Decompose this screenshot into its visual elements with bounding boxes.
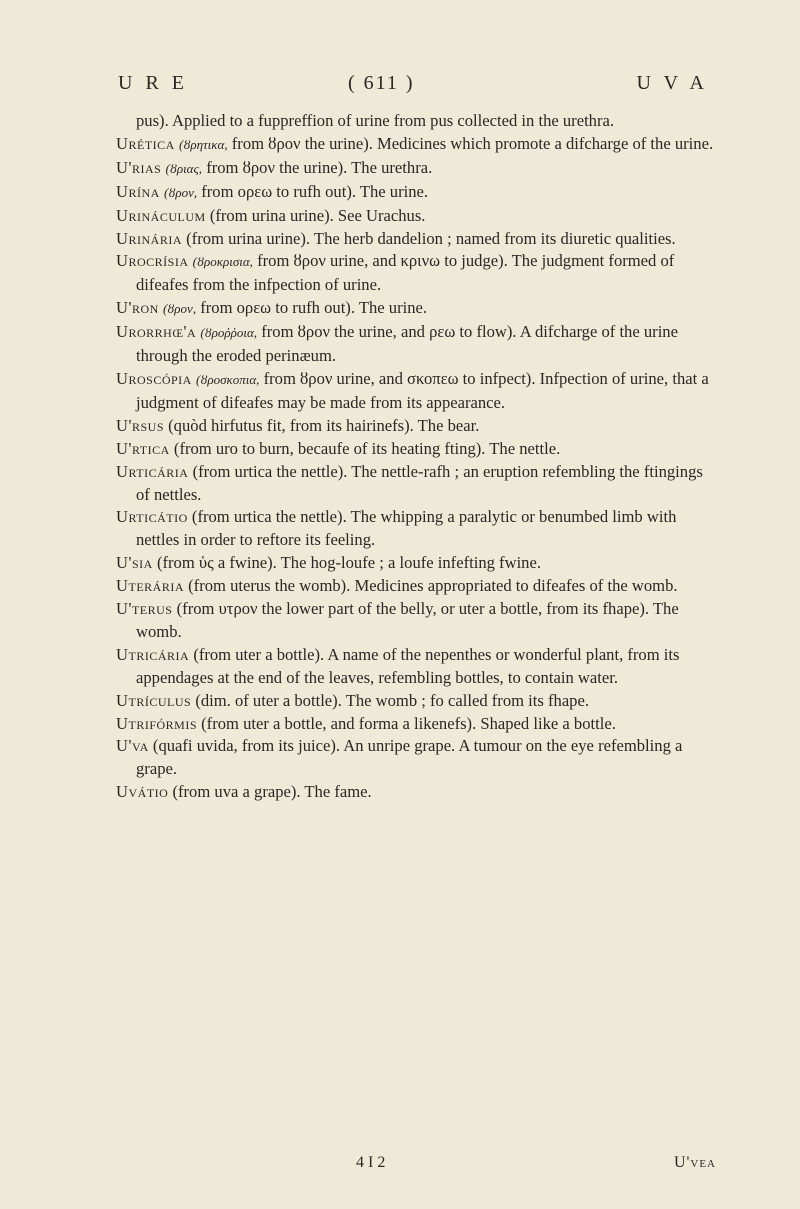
entry-headword: Uroscópia bbox=[116, 368, 192, 388]
entry-definition: from ȣρον the urine). The urethra. bbox=[206, 157, 433, 177]
entry-headword: Urináculum bbox=[116, 205, 206, 225]
entry-headword: Utricária bbox=[116, 644, 190, 664]
dictionary-entry bbox=[116, 133, 716, 157]
page-number: ( 611 ) bbox=[348, 72, 415, 94]
entry-headword: U'ron bbox=[116, 298, 159, 318]
entry-headword: Uterária bbox=[116, 576, 184, 596]
header-right-word: U V A bbox=[636, 72, 708, 94]
dictionary-entry bbox=[116, 713, 716, 736]
dictionary-entry bbox=[116, 205, 716, 228]
page-footer bbox=[116, 1154, 716, 1178]
dictionary-entry bbox=[116, 575, 716, 598]
entry-definition: (from uter a bottle). A name of the nepenthes or wonderful plant, from its appendages at the end of the leaves, refembling bottles, to contain water. bbox=[136, 644, 680, 687]
entry-greek-etymon: (ȣροκρισια, bbox=[192, 254, 253, 270]
entry-definition: from ȣρον the urine, and ρεω to flow). A difcharge of the urine through the eroded perinæum. bbox=[136, 322, 678, 366]
dictionary-entry bbox=[116, 644, 716, 690]
entry-headword: U'va bbox=[116, 736, 149, 756]
entry-headword: Urína bbox=[116, 181, 160, 201]
entry-definition: (from urina urine). See Urachus. bbox=[209, 205, 426, 225]
entry-headword: U'rtica bbox=[116, 438, 170, 458]
entry-headword: Utrifórmis bbox=[116, 713, 197, 733]
entry-definition: (from uterus the womb). Medicines appropriated to difeafes of the womb. bbox=[188, 576, 678, 596]
entry-definition: (from uro to burn, becaufe of its heating fting). The nettle. bbox=[173, 438, 561, 458]
dictionary-entry bbox=[116, 690, 716, 713]
entry-headword: U'terus bbox=[116, 599, 173, 619]
header-left-word: U R E bbox=[118, 72, 188, 94]
entry-greek-etymon: (ȣροσκοπια, bbox=[196, 371, 260, 387]
entry-greek-etymon: (ȣρον, bbox=[163, 184, 198, 200]
dictionary-entry bbox=[116, 781, 716, 804]
dictionary-entry bbox=[116, 228, 716, 251]
dictionary-entry bbox=[116, 438, 716, 461]
entry-definition: (from uva a grape). The fame. bbox=[172, 782, 372, 802]
entry-definition: (from urtica the nettle). The whipping a paralytic or benumbed limb with nettles in order to reftore its feeling. bbox=[136, 507, 677, 550]
entry-headword: Urorrhœ'a bbox=[116, 322, 197, 342]
entry-definition: pus). Applied to a fuppreffion of urine from pus collected in the urethra. bbox=[136, 111, 615, 130]
entry-definition: from ορεω to rufh out). The urine. bbox=[201, 181, 429, 201]
dictionary-entry bbox=[116, 157, 716, 181]
entry-headword: U'rsus bbox=[116, 415, 164, 435]
entry-definition: (from urina urine). The herb dandelion ; named from its diuretic qualities. bbox=[186, 228, 676, 248]
dictionary-entry bbox=[116, 181, 716, 205]
entry-headword: Urética bbox=[116, 133, 175, 153]
entry-greek-etymon: (ȣρητικα, bbox=[178, 136, 228, 152]
dictionary-entry bbox=[116, 506, 716, 552]
entry-headword: Urocrísia bbox=[116, 251, 189, 271]
entry-headword: Uvátio bbox=[116, 782, 169, 802]
entry-greek-etymon: (ȣριας, bbox=[165, 160, 203, 176]
entry-greek-etymon: (ȣροῤῥοια, bbox=[200, 325, 258, 341]
entry-headword: Urticária bbox=[116, 461, 189, 481]
entry-headword: U'rias bbox=[116, 157, 162, 177]
dictionary-entry bbox=[116, 461, 716, 507]
entry-definition: from ȣρον the urine). Medicines which promote a difcharge of the urine. bbox=[231, 133, 714, 153]
entry-headword: U'sia bbox=[116, 553, 153, 573]
running-header bbox=[118, 72, 708, 102]
dictionary-entry bbox=[116, 297, 716, 321]
entry-headword: Urinária bbox=[116, 228, 182, 248]
signature-mark: 4 I 2 bbox=[356, 1154, 386, 1171]
entry-definition: (from urtica the nettle). The nettle-rafh ; an eruption refembling the ftingings of nettles. bbox=[136, 461, 703, 504]
dictionary-entry bbox=[116, 552, 716, 575]
entry-definition: (from υτρον the lower part of the belly, or uter a bottle, from its fhape). The womb. bbox=[136, 599, 679, 641]
entry-definition: (from uter a bottle, and forma a likenefs). Shaped like a bottle. bbox=[201, 713, 616, 733]
entry-definition: from ορεω to rufh out). The urine. bbox=[200, 298, 428, 318]
dictionary-entry bbox=[116, 598, 716, 644]
entry-greek-etymon: (ȣρον, bbox=[162, 301, 197, 317]
catchword: U'vea bbox=[673, 1154, 716, 1171]
dictionary-entry bbox=[116, 415, 716, 438]
dictionary-entries bbox=[116, 110, 716, 804]
dictionary-entry bbox=[116, 110, 716, 133]
entry-headword: Utrículus bbox=[116, 690, 192, 710]
dictionary-entry bbox=[116, 735, 716, 781]
entry-definition: from ȣρον urine, and κρινω to judge). The judgment formed of difeafes from the infpection of urine. bbox=[136, 251, 675, 295]
entry-definition: (quafi uvida, from its juice). An unripe grape. A tumour on the eye refembling a grape. bbox=[136, 736, 683, 779]
entry-definition: from ȣρον urine, and σκοπεω to infpect). Infpection of urine, that a judgment of difeafes may be made from its appearance. bbox=[136, 368, 709, 412]
entry-definition: (from ὑς a fwine). The hog-loufe ; a loufe infefting fwine. bbox=[156, 553, 541, 573]
dictionary-entry bbox=[116, 368, 716, 415]
entry-definition: (dim. of uter a bottle). The womb ; fo called from its fhape. bbox=[195, 690, 589, 710]
entry-headword: Urticátio bbox=[116, 507, 188, 527]
dictionary-entry bbox=[116, 250, 716, 297]
entry-definition: (quòd hirfutus fit, from its hairinefs). The bear. bbox=[168, 415, 480, 435]
dictionary-entry bbox=[116, 321, 716, 368]
